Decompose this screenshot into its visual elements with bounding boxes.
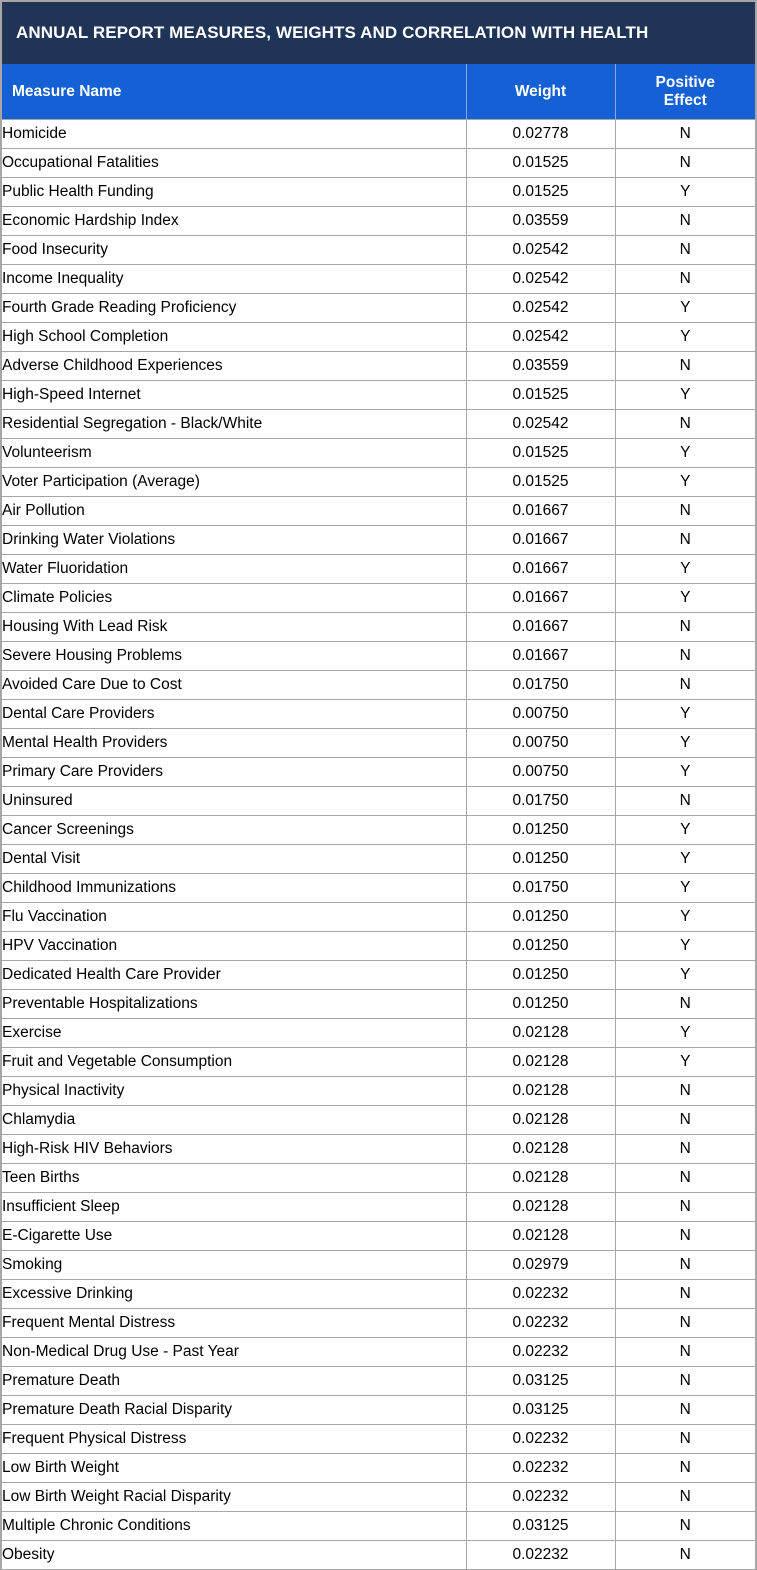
table-row: [2, 1367, 755, 1396]
cell-measure-name: High-Risk HIV Behaviors: [2, 1135, 466, 1164]
cell-positive-effect: N: [615, 642, 755, 671]
cell-weight: 0.01250: [466, 932, 615, 961]
cell-measure-name: Fruit and Vegetable Consumption: [2, 1048, 466, 1077]
cell-weight: 0.00750: [466, 758, 615, 787]
cell-positive-effect: Y: [615, 381, 755, 410]
column-header-row: [2, 64, 755, 120]
cell-weight: 0.02128: [466, 1222, 615, 1251]
column-header-measure-name: Measure Name: [2, 64, 466, 120]
cell-positive-effect: Y: [615, 816, 755, 845]
cell-positive-effect: Y: [615, 874, 755, 903]
cell-positive-effect: Y: [615, 584, 755, 613]
table-row: [2, 1483, 755, 1512]
table-row: [2, 1280, 755, 1309]
cell-positive-effect: N: [615, 1396, 755, 1425]
table-row: [2, 323, 755, 352]
table-row: [2, 1135, 755, 1164]
cell-measure-name: Voter Participation (Average): [2, 468, 466, 497]
cell-weight: 0.02232: [466, 1280, 615, 1309]
cell-measure-name: Housing With Lead Risk: [2, 613, 466, 642]
cell-weight: 0.02128: [466, 1019, 615, 1048]
cell-weight: 0.03125: [466, 1367, 615, 1396]
cell-measure-name: Volunteerism: [2, 439, 466, 468]
cell-weight: 0.01250: [466, 961, 615, 990]
table-title-row: [2, 2, 755, 64]
cell-positive-effect: N: [615, 1280, 755, 1309]
cell-measure-name: Water Fluoridation: [2, 555, 466, 584]
cell-positive-effect: N: [615, 1483, 755, 1512]
column-header-positive-effect-line2: Effect: [663, 91, 707, 109]
cell-positive-effect: Y: [615, 961, 755, 990]
cell-weight: 0.01667: [466, 497, 615, 526]
cell-positive-effect: N: [615, 671, 755, 700]
cell-weight: 0.01250: [466, 903, 615, 932]
cell-weight: 0.01525: [466, 468, 615, 497]
cell-measure-name: Insufficient Sleep: [2, 1193, 466, 1222]
cell-positive-effect: Y: [615, 845, 755, 874]
cell-positive-effect: N: [615, 1425, 755, 1454]
cell-weight: 0.00750: [466, 700, 615, 729]
table-row: [2, 1193, 755, 1222]
cell-positive-effect: N: [615, 787, 755, 816]
annual-report-measures-table: [2, 2, 755, 1570]
cell-positive-effect: N: [615, 236, 755, 265]
cell-measure-name: Dental Care Providers: [2, 700, 466, 729]
cell-positive-effect: N: [615, 265, 755, 294]
table-row: [2, 265, 755, 294]
cell-weight: 0.01750: [466, 671, 615, 700]
cell-measure-name: Non-Medical Drug Use - Past Year: [2, 1338, 466, 1367]
cell-positive-effect: N: [615, 1454, 755, 1483]
cell-measure-name: Adverse Childhood Experiences: [2, 352, 466, 381]
cell-positive-effect: N: [615, 1222, 755, 1251]
cell-weight: 0.02232: [466, 1309, 615, 1338]
cell-positive-effect: Y: [615, 729, 755, 758]
cell-measure-name: Premature Death: [2, 1367, 466, 1396]
cell-weight: 0.02979: [466, 1251, 615, 1280]
table-row: [2, 1541, 755, 1570]
table-row: [2, 1106, 755, 1135]
cell-measure-name: Flu Vaccination: [2, 903, 466, 932]
cell-weight: 0.02128: [466, 1164, 615, 1193]
cell-weight: 0.01250: [466, 816, 615, 845]
cell-positive-effect: N: [615, 1541, 755, 1570]
cell-positive-effect: Y: [615, 932, 755, 961]
table-row: [2, 671, 755, 700]
cell-measure-name: Childhood Immunizations: [2, 874, 466, 903]
cell-positive-effect: N: [615, 1193, 755, 1222]
cell-measure-name: Cancer Screenings: [2, 816, 466, 845]
table-row: [2, 1425, 755, 1454]
table-row: [2, 729, 755, 758]
cell-positive-effect: Y: [615, 903, 755, 932]
cell-measure-name: Homicide: [2, 120, 466, 149]
table-row: [2, 439, 755, 468]
cell-positive-effect: N: [615, 410, 755, 439]
cell-weight: 0.01525: [466, 149, 615, 178]
table-row: [2, 1454, 755, 1483]
cell-measure-name: Drinking Water Violations: [2, 526, 466, 555]
cell-measure-name: Occupational Fatalities: [2, 149, 466, 178]
cell-measure-name: Uninsured: [2, 787, 466, 816]
cell-measure-name: Severe Housing Problems: [2, 642, 466, 671]
cell-weight: 0.02542: [466, 294, 615, 323]
table-row: [2, 1048, 755, 1077]
cell-positive-effect: N: [615, 613, 755, 642]
cell-weight: 0.02128: [466, 1077, 615, 1106]
cell-positive-effect: N: [615, 1164, 755, 1193]
cell-measure-name: Dental Visit: [2, 845, 466, 874]
table-row: [2, 584, 755, 613]
table-row: [2, 642, 755, 671]
cell-positive-effect: Y: [615, 294, 755, 323]
cell-weight: 0.00750: [466, 729, 615, 758]
cell-measure-name: Primary Care Providers: [2, 758, 466, 787]
cell-positive-effect: N: [615, 1077, 755, 1106]
table-row: [2, 758, 755, 787]
table-title: ANNUAL REPORT MEASURES, WEIGHTS AND CORRELATION WITH HEALTH: [2, 2, 755, 64]
cell-measure-name: Fourth Grade Reading Proficiency: [2, 294, 466, 323]
cell-positive-effect: Y: [615, 323, 755, 352]
cell-positive-effect: Y: [615, 758, 755, 787]
cell-weight: 0.01525: [466, 439, 615, 468]
cell-weight: 0.02542: [466, 265, 615, 294]
cell-weight: 0.03125: [466, 1396, 615, 1425]
cell-positive-effect: N: [615, 497, 755, 526]
cell-weight: 0.03559: [466, 207, 615, 236]
cell-measure-name: Food Insecurity: [2, 236, 466, 265]
table-row: [2, 700, 755, 729]
cell-weight: 0.02542: [466, 323, 615, 352]
cell-weight: 0.02232: [466, 1338, 615, 1367]
cell-measure-name: Economic Hardship Index: [2, 207, 466, 236]
column-header-positive-effect-line1: Positive: [655, 74, 715, 92]
cell-weight: 0.02232: [466, 1541, 615, 1570]
cell-positive-effect: N: [615, 1338, 755, 1367]
cell-weight: 0.02128: [466, 1106, 615, 1135]
cell-weight: 0.01750: [466, 787, 615, 816]
table-row: [2, 1512, 755, 1541]
cell-positive-effect: Y: [615, 468, 755, 497]
cell-measure-name: High School Completion: [2, 323, 466, 352]
cell-positive-effect: N: [615, 149, 755, 178]
table-row: [2, 352, 755, 381]
table-row: [2, 1077, 755, 1106]
table-body: [2, 120, 755, 1570]
table-row: [2, 1251, 755, 1280]
cell-weight: 0.02128: [466, 1048, 615, 1077]
cell-measure-name: Premature Death Racial Disparity: [2, 1396, 466, 1425]
cell-positive-effect: N: [615, 526, 755, 555]
table-row: [2, 961, 755, 990]
cell-measure-name: Chlamydia: [2, 1106, 466, 1135]
cell-positive-effect: N: [615, 1106, 755, 1135]
cell-weight: 0.01667: [466, 642, 615, 671]
cell-measure-name: HPV Vaccination: [2, 932, 466, 961]
cell-weight: 0.02232: [466, 1454, 615, 1483]
table-row: [2, 1019, 755, 1048]
table-row: [2, 1164, 755, 1193]
table-row: [2, 178, 755, 207]
table-row: [2, 497, 755, 526]
cell-measure-name: E-Cigarette Use: [2, 1222, 466, 1251]
table-row: [2, 207, 755, 236]
cell-measure-name: Air Pollution: [2, 497, 466, 526]
cell-positive-effect: N: [615, 352, 755, 381]
cell-weight: 0.03559: [466, 352, 615, 381]
column-header-positive-effect: [615, 64, 755, 120]
cell-weight: 0.01667: [466, 613, 615, 642]
table-row: [2, 990, 755, 1019]
cell-measure-name: Preventable Hospitalizations: [2, 990, 466, 1019]
table-row: [2, 526, 755, 555]
cell-measure-name: Exercise: [2, 1019, 466, 1048]
table-row: [2, 1309, 755, 1338]
cell-weight: 0.01250: [466, 845, 615, 874]
cell-measure-name: Obesity: [2, 1541, 466, 1570]
cell-positive-effect: Y: [615, 1019, 755, 1048]
table-row: [2, 874, 755, 903]
cell-positive-effect: Y: [615, 178, 755, 207]
cell-measure-name: Avoided Care Due to Cost: [2, 671, 466, 700]
table-row: [2, 613, 755, 642]
cell-weight: 0.02128: [466, 1193, 615, 1222]
cell-measure-name: Dedicated Health Care Provider: [2, 961, 466, 990]
table-row: [2, 294, 755, 323]
cell-weight: 0.02778: [466, 120, 615, 149]
table-header: [2, 2, 755, 120]
cell-positive-effect: N: [615, 120, 755, 149]
table-row: [2, 1396, 755, 1425]
cell-measure-name: Low Birth Weight Racial Disparity: [2, 1483, 466, 1512]
cell-measure-name: Public Health Funding: [2, 178, 466, 207]
table-row: [2, 149, 755, 178]
table-row: [2, 468, 755, 497]
cell-weight: 0.02542: [466, 236, 615, 265]
cell-measure-name: Multiple Chronic Conditions: [2, 1512, 466, 1541]
cell-weight: 0.01667: [466, 584, 615, 613]
cell-measure-name: Residential Segregation - Black/White: [2, 410, 466, 439]
cell-measure-name: High-Speed Internet: [2, 381, 466, 410]
cell-positive-effect: N: [615, 1309, 755, 1338]
table-row: [2, 845, 755, 874]
column-header-weight: Weight: [466, 64, 615, 120]
cell-weight: 0.02128: [466, 1135, 615, 1164]
table-row: [2, 816, 755, 845]
cell-weight: 0.01750: [466, 874, 615, 903]
table-row: [2, 555, 755, 584]
cell-positive-effect: Y: [615, 1048, 755, 1077]
cell-positive-effect: N: [615, 1512, 755, 1541]
table-row: [2, 1338, 755, 1367]
table-row: [2, 120, 755, 149]
cell-positive-effect: N: [615, 1251, 755, 1280]
cell-weight: 0.02232: [466, 1425, 615, 1454]
cell-positive-effect: N: [615, 207, 755, 236]
cell-weight: 0.02232: [466, 1483, 615, 1512]
cell-measure-name: Frequent Physical Distress: [2, 1425, 466, 1454]
cell-measure-name: Physical Inactivity: [2, 1077, 466, 1106]
table-row: [2, 903, 755, 932]
table-row: [2, 787, 755, 816]
cell-weight: 0.03125: [466, 1512, 615, 1541]
cell-measure-name: Frequent Mental Distress: [2, 1309, 466, 1338]
cell-positive-effect: N: [615, 1135, 755, 1164]
cell-positive-effect: Y: [615, 700, 755, 729]
cell-positive-effect: Y: [615, 555, 755, 584]
cell-measure-name: Income Inequality: [2, 265, 466, 294]
cell-weight: 0.02542: [466, 410, 615, 439]
table-row: [2, 932, 755, 961]
table-row: [2, 410, 755, 439]
table-row: [2, 236, 755, 265]
cell-positive-effect: N: [615, 990, 755, 1019]
cell-measure-name: Excessive Drinking: [2, 1280, 466, 1309]
cell-positive-effect: N: [615, 1367, 755, 1396]
cell-weight: 0.01525: [466, 178, 615, 207]
cell-weight: 0.01667: [466, 555, 615, 584]
cell-positive-effect: Y: [615, 439, 755, 468]
cell-weight: 0.01667: [466, 526, 615, 555]
cell-measure-name: Climate Policies: [2, 584, 466, 613]
cell-measure-name: Teen Births: [2, 1164, 466, 1193]
table-row: [2, 381, 755, 410]
table-row: [2, 1222, 755, 1251]
cell-weight: 0.01250: [466, 990, 615, 1019]
cell-measure-name: Low Birth Weight: [2, 1454, 466, 1483]
cell-measure-name: Smoking: [2, 1251, 466, 1280]
cell-measure-name: Mental Health Providers: [2, 729, 466, 758]
cell-weight: 0.01525: [466, 381, 615, 410]
